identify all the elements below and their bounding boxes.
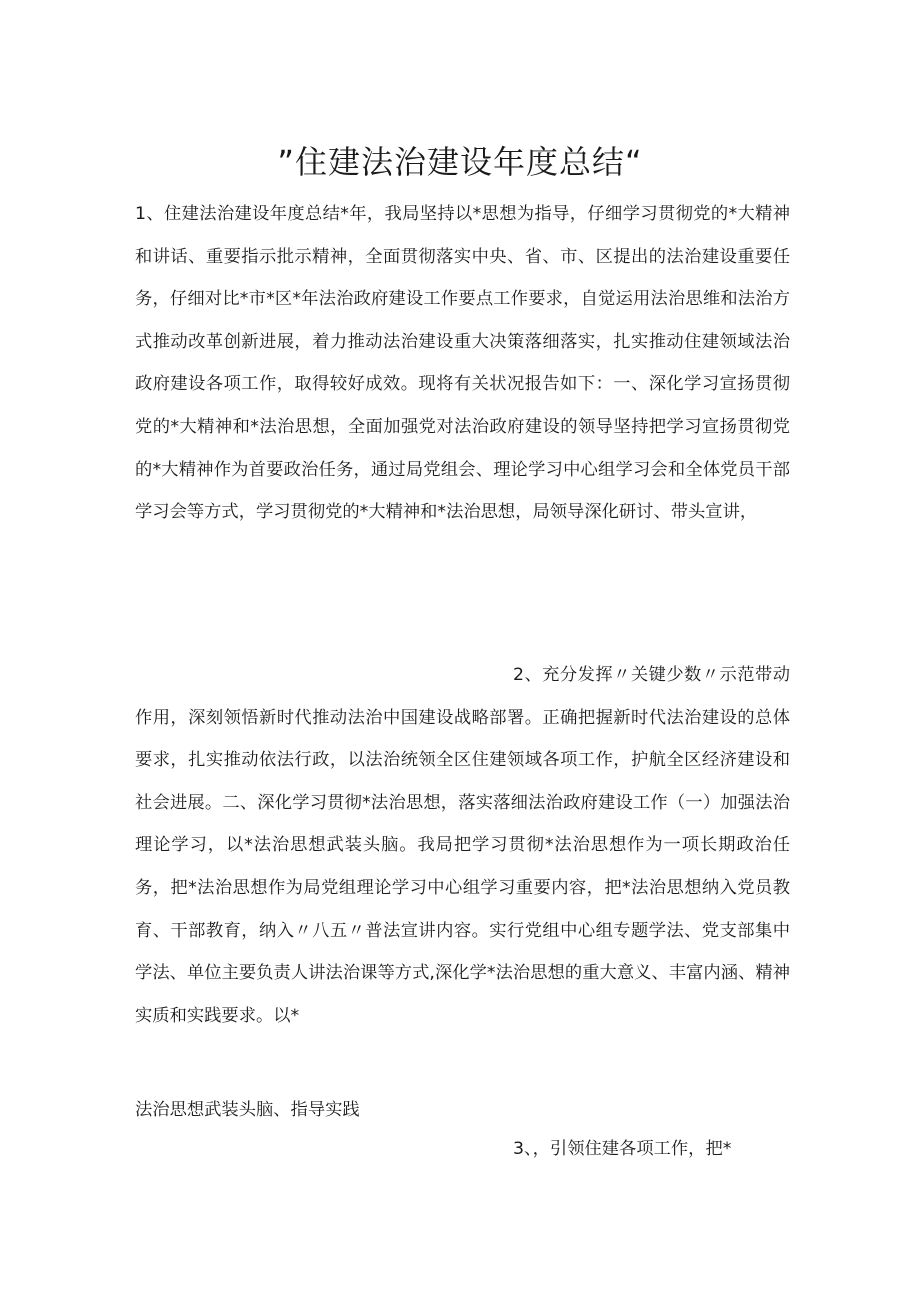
document-title: ”住建法治建设年度总结“	[277, 143, 643, 181]
paragraph-4: 3、，引领住建各项工作，把*	[513, 1139, 732, 1159]
paragraph-3: 法治思想武装头脑、指导实践	[135, 1100, 360, 1120]
paragraph-1: 1、住建法治建设年度总结*年，我局坚持以*思想为指导，仔细学习贯彻党的*大精神和讲话、重要指示批示精神，全面贯彻落实中央、省、市、区提出的法治建设重要任务，仔细对比*市*区*年法治政府建设工作要点工作要求，自觉运用法治思维和法治方式推动改革创新进展，着力推动法治建设重大决策落细落实，扎实推动住建领域法治政府建设各项工作，取得较好成效。现将有关状况报告如下：一、深化学习宣扬贯彻党的*大精神和*法治思想，全面加强党对法治政府建设的领导坚持把学习宣扬贯彻党的*大精神作为首要政治任务，通过局党组会、理论学习中心组学习会和全体党员干部学习会等方式，学习贯彻党的*大精神和*法治思想，局领导深化研讨、带头宣讲，	[135, 204, 790, 523]
paragraph-2: 2、充分发挥〃关键少数〃示范带动作用，深刻领悟新时代推动法治中国建设战略部署。正确把握新时代法治建设的总体要求，扎实推动依法行政，以法治统领全区住建领域各项工作，护航全区经济建设和社会进展。二、深化学习贯彻*法治思想，落实落细法治政府建设工作（一）加强法治理论学习，以*法治思想武装头脑。我局把学习贯彻*法治思想作为一项长期政治任务，把*法治思想作为局党组理论学习中心组学习重要内容，把*法治思想纳入党员教育、干部教育，纳入〃八五〃普法宣讲内容。实行党组中心组专题学法、党支部集中学法、单位主要负责人讲法治课等方式,深化学*法治思想的重大意义、丰富内涵、精神实质和实践要求。以*	[135, 665, 790, 1026]
